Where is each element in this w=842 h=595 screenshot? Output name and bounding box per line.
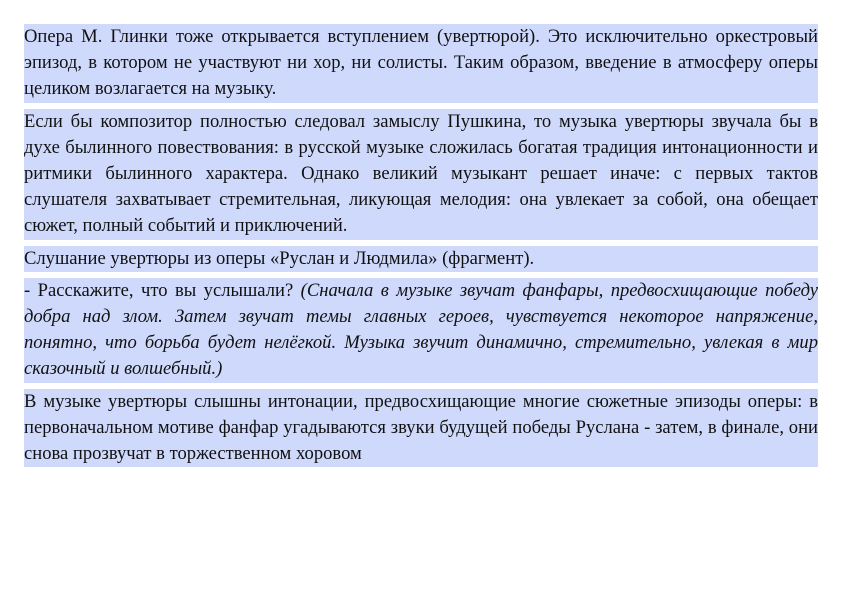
paragraph-question (24, 278, 818, 383)
paragraph-composer-intent: Если бы композитор полностью следовал замыслу Пушкина, то музыка увертюры звучала бы в духе былинного повествования: в русской музыке сложилась богатая традиция интонационности и ритмики былинного характера. Однако великий музыкант решает иначе: с первых тактов слушателя захватывает стремительная, ликующая мелодия: она увлекает за собой, она обещает сюжет, полный событий и приключений. (24, 109, 818, 240)
document-body (24, 24, 818, 467)
paragraph-closing: В музыке увертюры слышны интонации, предвосхищающие многие сюжетные эпизоды оперы: в первоначальном мотиве фанфар угадываются звуки будущей победы Руслана - затем, в финале, они снова прозвучат в торжественном хоровом (24, 389, 818, 467)
question-prompt: - Расскажите, что вы услышали? (24, 279, 301, 301)
paragraph-overture-intro: Опера М. Глинки тоже открывается вступлением (увертюрой). Это исключительно оркестровый эпизод, в котором не участвуют ни хор, ни солисты. Таким образом, введение в атмосферу оперы целиком возлагается на музыку. (24, 24, 818, 103)
question-answer: (Сначала в музыке звучат фанфары, предвосхищающие победу добра над злом. Затем звучат темы главных героев, чувствуется некоторое напряжение, понятно, что борьба будет нелёгкой. Музыка звучит динамично, стремительно, увлекая в мир сказочный и волшебный.) (24, 279, 818, 380)
paragraph-listening-task: Слушание увертюры из оперы «Руслан и Людмила» (фрагмент). (24, 246, 818, 272)
